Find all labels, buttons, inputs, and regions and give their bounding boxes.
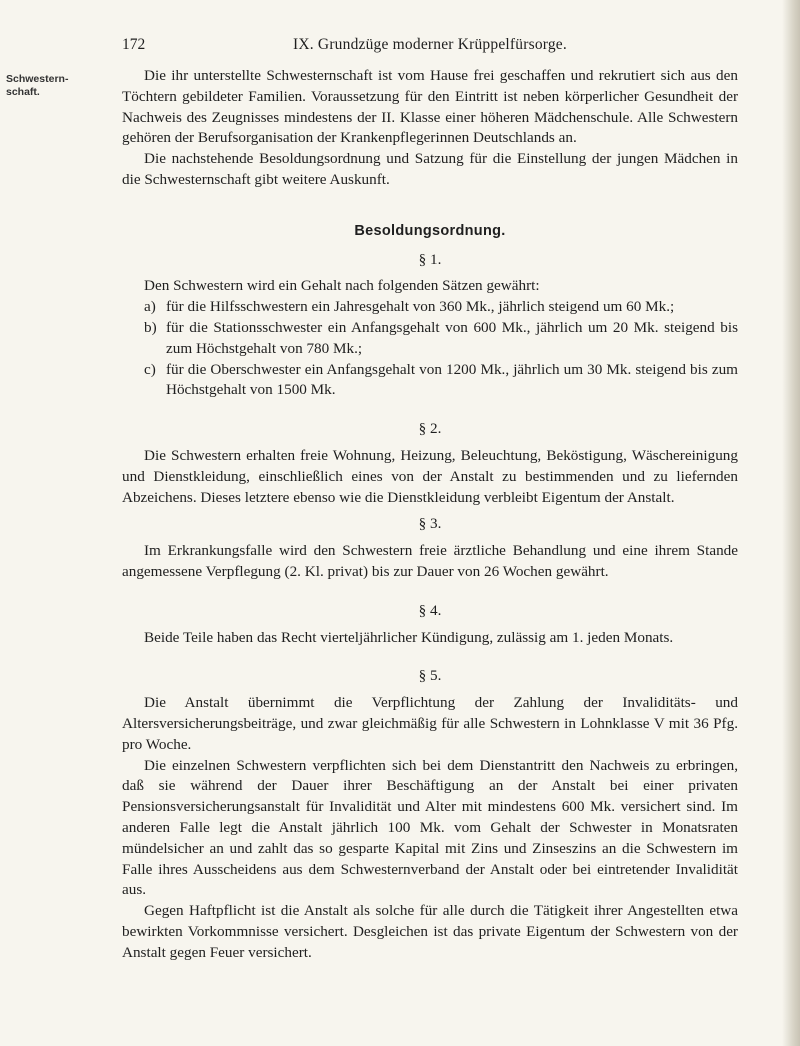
list-item-text: für die Stationsschwester ein Anfangsgehalt von 600 Mk., jährlich um 20 Mk. steigend bis zum Höchstgehalt von 780 Mk.; xyxy=(166,318,738,357)
list-item-text: für die Oberschwester ein Anfangsgehalt von 1200 Mk., jährlich um 30 Mk. steigend bis zum Höchstgehalt von 1500 Mk. xyxy=(166,360,738,399)
section-title: Besoldungsordnung. xyxy=(354,222,506,239)
list-item-label: c) xyxy=(144,360,156,378)
section-5-paragraph-3: Gegen Haftpflicht ist die Anstalt als solche für alle durch die Tätigkeit ihrer Angestellten etwa bewirkten Vorkommnisse versichert. Desgleichen ist das private Eigentum der Schwestern von der Anstalt gegen Feuer versichert. xyxy=(122,902,738,961)
paragraph-intro-2: Die nachstehende Besoldungsordnung und Satzung für die Einstellung der jungen Mädchen in die Schwesternschaft gibt weitere Auskunft. xyxy=(122,150,738,188)
list-item xyxy=(122,297,738,318)
section-2-text: Die Schwestern erhalten freie Wohnung, Heizung, Beleuchtung, Beköstigung, Wäschereinigung und Dienstkleidung, einschließlich eines von der Anstalt zu bestimmenden und zu liefernden Abzeichens. Dieses letztere ebenso wie die Dienstkleidung verbleibt Eigentum der Anstalt. xyxy=(122,446,738,506)
section-5-paragraph-2: Die einzelnen Schwestern verpflichten sich bei dem Dienstantritt den Nachweis zu erbringen, daß sie während der Dauer ihrer Beschäftigung an der Anstalt bei einer privaten Pensionsversicherungsanstalt für Invalidität und Alter mit mindestens 600 Mk. versichert sind. Im anderen Falle legt die Anstalt jährlich 100 Mk. vom Gehalt der Schwester in Monatsraten mündelsicher an und zahlt das so gesparte Kapital mit Zins und Zinseszins an die Schwestern im Falle ihres Ausscheidens aus dem Schwesternverband der Anstalt oder bei eintretender Invalidität aus. xyxy=(122,756,738,899)
list-item-text: für die Hilfsschwestern ein Jahresgehalt von 360 Mk., jährlich steigend um 60 Mk.; xyxy=(166,298,675,316)
page-header xyxy=(122,36,738,58)
section-heading-5: § 5. xyxy=(418,667,442,685)
list-item xyxy=(122,360,738,402)
page-body xyxy=(122,66,738,963)
list-item xyxy=(122,318,738,360)
list-item-label: a) xyxy=(144,298,156,316)
section-heading-3: § 3. xyxy=(418,515,442,533)
list-item-label: b) xyxy=(144,318,157,336)
margin-note xyxy=(6,73,76,99)
section-1-lead: Den Schwestern wird ein Gehalt nach folgenden Sätzen gewährt: xyxy=(144,277,540,295)
section-5-paragraph-1: Die Anstalt übernimmt die Verpflichtung der Zahlung der Invaliditäts- und Altersversicherungsbeiträge, und zwar gleichmäßig für alle Schwestern in Lohnklasse V mit 36 Pfg. pro Woche. xyxy=(122,694,738,753)
running-head: IX. Grundzüge moderner Krüppelfürsorge. xyxy=(293,36,567,53)
paragraph-intro-1: Die ihr unterstellte Schwesternschaft ist vom Hause frei geschaffen und rekrutiert sich aus den Töchtern gebildeter Familien. Voraussetzung für den Eintritt ist neben körperlicher Gesundheit der Nachweis des Zeugnisses mindestens der II. Klasse einer höheren Mädchenschule. Alle Schwestern gehören der Berufsorganisation der Krankenpflegerinnen Deutschlands an. xyxy=(122,67,738,147)
section-3-text: Im Erkrankungsfalle wird den Schwestern freie ärztliche Behandlung und eine ihrem Stande angemessene Verpflegung (2. Kl. privat) bis zur Dauer von 26 Wochen gewährt. xyxy=(122,542,738,580)
section-heading-1: § 1. xyxy=(418,250,442,268)
section-4-text: Beide Teile haben das Recht vierteljährlicher Kündigung, zulässig am 1. jeden Monats. xyxy=(144,628,674,646)
page-edge-shadow xyxy=(782,0,800,1046)
section-heading-4: § 4. xyxy=(418,601,442,619)
section-heading-2: § 2. xyxy=(418,420,442,438)
page-number: 172 xyxy=(122,36,146,53)
margin-note-text: Schwestern- schaft. xyxy=(6,73,69,98)
